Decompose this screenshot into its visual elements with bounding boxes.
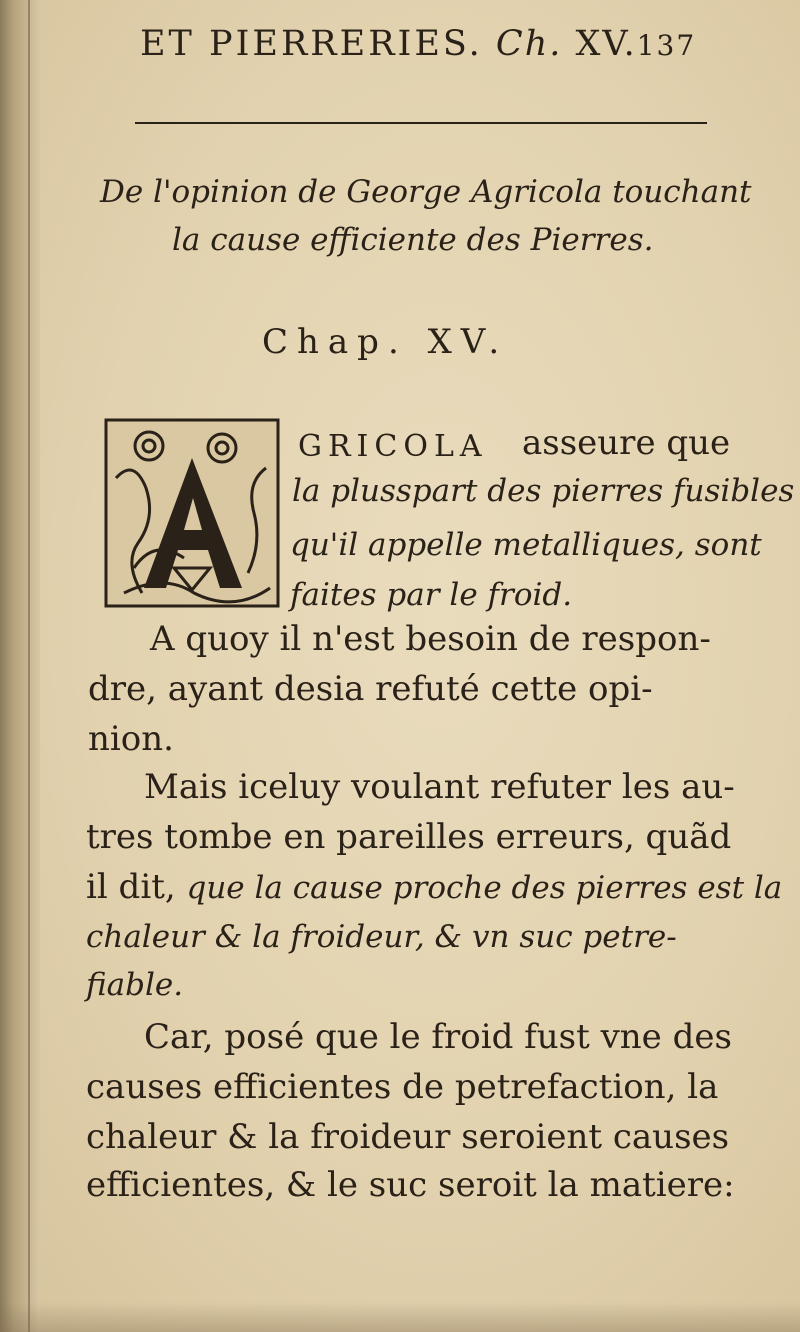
- running-title: ET PIERRERIES.: [140, 24, 483, 64]
- body-line-10-roman: il dit,: [86, 867, 176, 907]
- running-header: [140, 24, 760, 74]
- body-line-11: chaleur & la froideur, & vn suc petre-: [86, 919, 677, 955]
- body-line-16: efficientes, & le suc seroit la matiere:: [86, 1165, 735, 1205]
- page-bottom-shade: [0, 1302, 800, 1332]
- body-line-10-italic: que la cause proche des pierres est la: [186, 870, 783, 906]
- spine-edge: [28, 0, 30, 1332]
- initial-letter: A: [192, 546, 193, 547]
- body-line-8: Mais iceluy voulant refuter les au-: [144, 767, 735, 807]
- body-line-3: qu'il appelle metalliques, sont: [290, 527, 762, 563]
- header-rule: [135, 122, 707, 124]
- title-line-2: la cause efficiente des Pierres.: [172, 222, 654, 258]
- page-number: 137: [636, 29, 697, 62]
- body-line-5: A quoy il n'est besoin de respon-: [150, 619, 711, 659]
- body-line-6: dre, ayant desia refuté cette opi-: [88, 669, 653, 709]
- chapter-title: [100, 168, 760, 264]
- ornamental-initial-icon: [104, 418, 280, 608]
- body-line-10: [86, 867, 783, 907]
- body-line-1: [298, 428, 488, 462]
- body-line-4: faites par le froid.: [290, 577, 573, 613]
- chapter-number: XV.: [575, 24, 637, 64]
- chapter-heading: Chap. XV.: [262, 322, 509, 362]
- chapter-ref: Ch.: [495, 24, 563, 64]
- body-line-14: causes efficientes de petrefaction, la: [86, 1067, 719, 1107]
- body-line-1-end: asseure que: [522, 423, 731, 463]
- word-gricola: GRICOLA: [298, 429, 488, 464]
- body-line-13: Car, posé que le froid fust vne des: [144, 1017, 732, 1057]
- body-line-7: nion.: [88, 719, 174, 759]
- book-spine: [0, 0, 40, 1332]
- body-line-12: fiable.: [86, 967, 184, 1003]
- body-line-2: la plusspart des pierres fusibles: [292, 473, 795, 509]
- body-line-15: chaleur & la froideur seroient causes: [86, 1117, 730, 1157]
- body-line-9: tres tombe en pareilles erreurs, quãd: [86, 817, 732, 857]
- title-line-1: De l'opinion de George Agricola touchant: [100, 174, 752, 210]
